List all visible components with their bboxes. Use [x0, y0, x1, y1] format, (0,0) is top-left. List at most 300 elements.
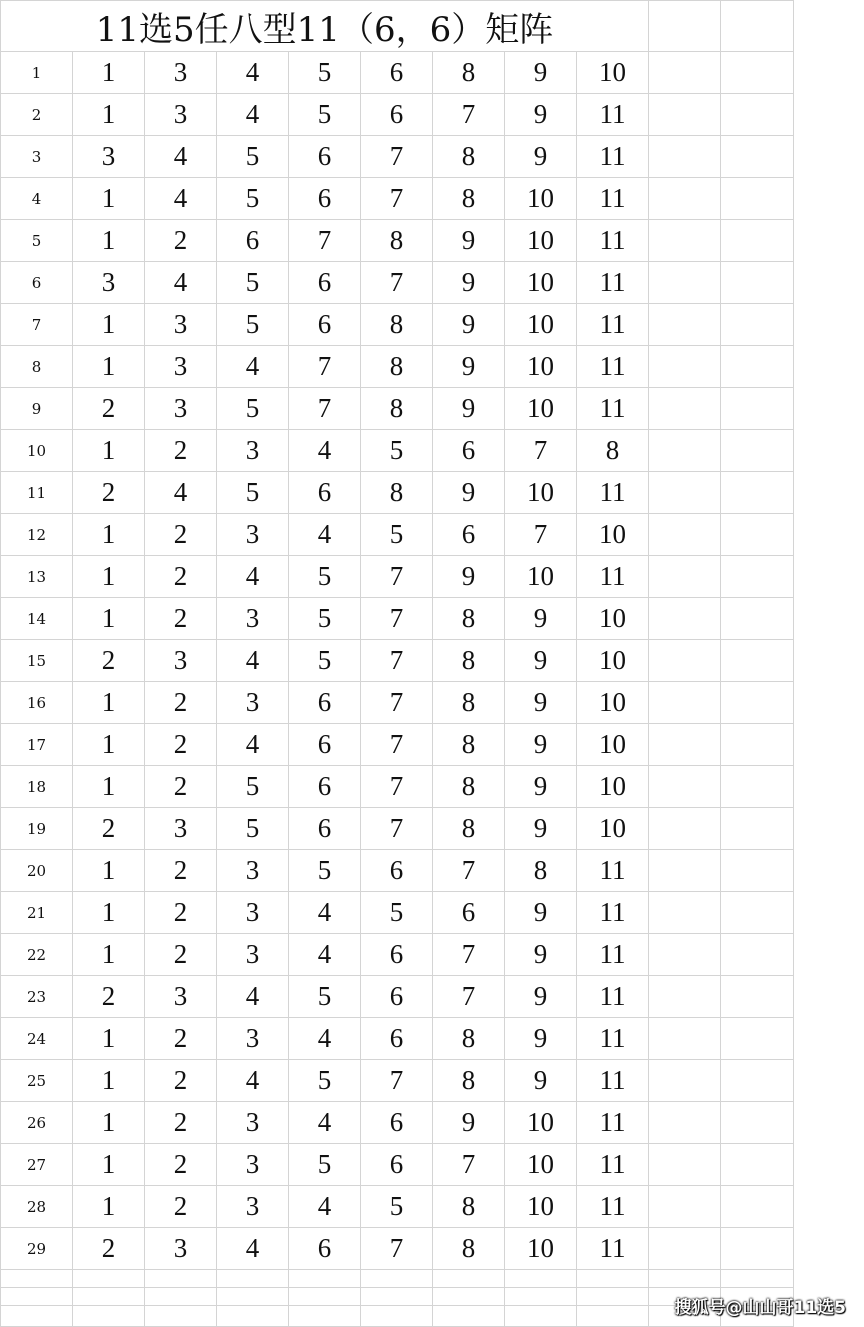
empty-cell[interactable] [361, 1288, 433, 1306]
number-cell[interactable]: 7 [361, 556, 433, 598]
number-cell[interactable]: 1 [73, 1186, 145, 1228]
row-number-cell[interactable]: 24 [1, 1018, 73, 1060]
number-cell[interactable]: 7 [361, 724, 433, 766]
number-cell[interactable]: 9 [433, 304, 505, 346]
number-cell[interactable]: 10 [577, 766, 649, 808]
number-cell[interactable]: 3 [73, 262, 145, 304]
empty-cell[interactable] [649, 94, 721, 136]
number-cell[interactable]: 6 [433, 514, 505, 556]
number-cell[interactable]: 7 [289, 346, 361, 388]
number-cell[interactable]: 8 [433, 1228, 505, 1270]
empty-cell[interactable] [721, 640, 794, 682]
number-cell[interactable]: 10 [505, 304, 577, 346]
number-cell[interactable]: 1 [73, 556, 145, 598]
row-number-cell[interactable]: 4 [1, 178, 73, 220]
number-cell[interactable]: 6 [289, 472, 361, 514]
number-cell[interactable]: 9 [433, 220, 505, 262]
number-cell[interactable]: 2 [145, 850, 217, 892]
number-cell[interactable]: 10 [505, 262, 577, 304]
number-cell[interactable]: 1 [73, 850, 145, 892]
number-cell[interactable]: 4 [289, 514, 361, 556]
number-cell[interactable]: 11 [577, 892, 649, 934]
empty-cell[interactable] [721, 1228, 794, 1270]
number-cell[interactable]: 11 [577, 178, 649, 220]
number-cell[interactable]: 11 [577, 136, 649, 178]
empty-cell[interactable] [721, 178, 794, 220]
number-cell[interactable]: 2 [145, 1102, 217, 1144]
row-number-cell[interactable]: 25 [1, 1060, 73, 1102]
number-cell[interactable]: 9 [433, 556, 505, 598]
number-cell[interactable]: 4 [289, 430, 361, 472]
number-cell[interactable]: 2 [145, 556, 217, 598]
number-cell[interactable]: 8 [361, 304, 433, 346]
number-cell[interactable]: 3 [217, 1018, 289, 1060]
number-cell[interactable]: 2 [145, 934, 217, 976]
number-cell[interactable]: 1 [73, 1060, 145, 1102]
empty-cell[interactable] [649, 262, 721, 304]
number-cell[interactable]: 2 [145, 766, 217, 808]
number-cell[interactable]: 8 [433, 178, 505, 220]
number-cell[interactable]: 5 [361, 430, 433, 472]
empty-cell[interactable] [721, 1186, 794, 1228]
empty-cell[interactable] [721, 346, 794, 388]
number-cell[interactable]: 8 [433, 1018, 505, 1060]
number-cell[interactable]: 11 [577, 262, 649, 304]
row-number-cell[interactable]: 14 [1, 598, 73, 640]
number-cell[interactable]: 5 [289, 640, 361, 682]
number-cell[interactable]: 4 [217, 976, 289, 1018]
number-cell[interactable]: 4 [145, 178, 217, 220]
empty-cell[interactable] [505, 1288, 577, 1306]
number-cell[interactable]: 3 [217, 892, 289, 934]
number-cell[interactable]: 1 [73, 94, 145, 136]
number-cell[interactable]: 7 [505, 430, 577, 472]
number-cell[interactable]: 7 [289, 388, 361, 430]
number-cell[interactable]: 5 [217, 304, 289, 346]
number-cell[interactable]: 4 [289, 1018, 361, 1060]
number-cell[interactable]: 3 [217, 682, 289, 724]
number-cell[interactable]: 6 [289, 808, 361, 850]
number-cell[interactable]: 5 [289, 598, 361, 640]
number-cell[interactable]: 3 [145, 388, 217, 430]
empty-cell[interactable] [721, 850, 794, 892]
number-cell[interactable]: 6 [289, 724, 361, 766]
empty-cell[interactable] [721, 1270, 794, 1288]
number-cell[interactable]: 11 [577, 1144, 649, 1186]
number-cell[interactable]: 6 [289, 178, 361, 220]
empty-cell[interactable] [649, 178, 721, 220]
empty-cell[interactable] [73, 1288, 145, 1306]
number-cell[interactable]: 9 [433, 262, 505, 304]
empty-cell[interactable] [361, 1306, 433, 1327]
empty-cell[interactable] [577, 1306, 649, 1327]
empty-cell[interactable] [649, 808, 721, 850]
number-cell[interactable]: 2 [145, 892, 217, 934]
number-cell[interactable]: 10 [505, 1144, 577, 1186]
empty-cell[interactable] [649, 850, 721, 892]
empty-cell[interactable] [649, 724, 721, 766]
number-cell[interactable]: 5 [289, 976, 361, 1018]
empty-cell[interactable] [721, 514, 794, 556]
number-cell[interactable]: 3 [217, 598, 289, 640]
number-cell[interactable]: 1 [73, 304, 145, 346]
empty-cell[interactable] [649, 1018, 721, 1060]
number-cell[interactable]: 11 [577, 556, 649, 598]
empty-cell[interactable] [721, 934, 794, 976]
number-cell[interactable]: 9 [505, 136, 577, 178]
number-cell[interactable]: 2 [145, 1186, 217, 1228]
number-cell[interactable]: 6 [289, 766, 361, 808]
number-cell[interactable]: 9 [433, 472, 505, 514]
number-cell[interactable]: 4 [217, 1060, 289, 1102]
empty-cell[interactable] [721, 724, 794, 766]
number-cell[interactable]: 1 [73, 430, 145, 472]
number-cell[interactable]: 5 [217, 472, 289, 514]
number-cell[interactable]: 11 [577, 1102, 649, 1144]
empty-cell[interactable] [433, 1270, 505, 1288]
number-cell[interactable]: 7 [433, 934, 505, 976]
number-cell[interactable]: 2 [73, 472, 145, 514]
number-cell[interactable]: 4 [145, 262, 217, 304]
number-cell[interactable]: 8 [433, 724, 505, 766]
empty-cell[interactable] [721, 682, 794, 724]
empty-cell[interactable] [577, 1270, 649, 1288]
number-cell[interactable]: 8 [433, 682, 505, 724]
number-cell[interactable]: 2 [145, 514, 217, 556]
number-cell[interactable]: 4 [145, 136, 217, 178]
number-cell[interactable]: 9 [505, 94, 577, 136]
number-cell[interactable]: 5 [289, 850, 361, 892]
number-cell[interactable]: 2 [73, 640, 145, 682]
number-cell[interactable]: 4 [217, 1228, 289, 1270]
row-number-cell[interactable]: 6 [1, 262, 73, 304]
number-cell[interactable]: 3 [145, 1228, 217, 1270]
number-cell[interactable]: 5 [217, 388, 289, 430]
number-cell[interactable]: 4 [145, 472, 217, 514]
number-cell[interactable]: 3 [145, 346, 217, 388]
number-cell[interactable]: 5 [217, 766, 289, 808]
number-cell[interactable]: 3 [217, 430, 289, 472]
number-cell[interactable]: 7 [361, 640, 433, 682]
empty-cell[interactable] [649, 388, 721, 430]
number-cell[interactable]: 8 [577, 430, 649, 472]
number-cell[interactable]: 8 [361, 346, 433, 388]
number-cell[interactable]: 10 [505, 1186, 577, 1228]
number-cell[interactable]: 1 [73, 892, 145, 934]
number-cell[interactable]: 7 [361, 1060, 433, 1102]
row-number-cell[interactable]: 29 [1, 1228, 73, 1270]
number-cell[interactable]: 6 [217, 220, 289, 262]
empty-cell[interactable] [217, 1270, 289, 1288]
number-cell[interactable]: 5 [361, 892, 433, 934]
number-cell[interactable]: 9 [505, 976, 577, 1018]
number-cell[interactable]: 7 [361, 808, 433, 850]
number-cell[interactable]: 6 [361, 52, 433, 94]
empty-cell[interactable] [145, 1288, 217, 1306]
empty-cell[interactable] [649, 934, 721, 976]
number-cell[interactable]: 7 [361, 598, 433, 640]
number-cell[interactable]: 10 [577, 640, 649, 682]
number-cell[interactable]: 7 [361, 682, 433, 724]
number-cell[interactable]: 10 [577, 514, 649, 556]
number-cell[interactable]: 3 [73, 136, 145, 178]
empty-cell[interactable] [721, 388, 794, 430]
number-cell[interactable]: 8 [433, 1186, 505, 1228]
number-cell[interactable]: 7 [505, 514, 577, 556]
number-cell[interactable]: 1 [73, 52, 145, 94]
number-cell[interactable]: 9 [505, 598, 577, 640]
empty-cell[interactable] [721, 892, 794, 934]
number-cell[interactable]: 10 [505, 1102, 577, 1144]
empty-cell[interactable] [721, 1060, 794, 1102]
empty-cell[interactable] [649, 514, 721, 556]
number-cell[interactable]: 11 [577, 1060, 649, 1102]
row-number-cell[interactable]: 20 [1, 850, 73, 892]
empty-cell[interactable] [649, 556, 721, 598]
number-cell[interactable]: 9 [505, 52, 577, 94]
empty-cell[interactable] [721, 1144, 794, 1186]
number-cell[interactable]: 4 [289, 934, 361, 976]
row-number-cell[interactable]: 9 [1, 388, 73, 430]
number-cell[interactable]: 9 [505, 1060, 577, 1102]
number-cell[interactable]: 9 [433, 1102, 505, 1144]
empty-cell[interactable] [433, 1306, 505, 1327]
empty-cell[interactable] [217, 1306, 289, 1327]
number-cell[interactable]: 2 [145, 430, 217, 472]
number-cell[interactable]: 5 [217, 136, 289, 178]
empty-cell[interactable] [721, 1018, 794, 1060]
empty-cell[interactable] [649, 472, 721, 514]
empty-cell[interactable] [145, 1270, 217, 1288]
number-cell[interactable]: 10 [577, 808, 649, 850]
empty-cell[interactable] [721, 766, 794, 808]
empty-cell[interactable] [721, 136, 794, 178]
empty-cell[interactable] [289, 1306, 361, 1327]
row-number-cell[interactable]: 19 [1, 808, 73, 850]
number-cell[interactable]: 10 [505, 388, 577, 430]
empty-cell[interactable] [721, 262, 794, 304]
number-cell[interactable]: 4 [217, 556, 289, 598]
empty-cell[interactable] [649, 1144, 721, 1186]
number-cell[interactable]: 5 [289, 556, 361, 598]
row-number-cell[interactable]: 27 [1, 1144, 73, 1186]
row-number-cell[interactable]: 17 [1, 724, 73, 766]
number-cell[interactable]: 10 [505, 556, 577, 598]
empty-cell[interactable] [649, 892, 721, 934]
number-cell[interactable]: 2 [73, 388, 145, 430]
number-cell[interactable]: 1 [73, 766, 145, 808]
number-cell[interactable]: 6 [289, 682, 361, 724]
number-cell[interactable]: 3 [217, 514, 289, 556]
number-cell[interactable]: 4 [217, 346, 289, 388]
empty-cell[interactable] [649, 1060, 721, 1102]
number-cell[interactable]: 11 [577, 1018, 649, 1060]
empty-cell[interactable] [649, 1186, 721, 1228]
number-cell[interactable]: 5 [217, 262, 289, 304]
number-cell[interactable]: 2 [145, 220, 217, 262]
number-cell[interactable]: 2 [145, 1060, 217, 1102]
number-cell[interactable]: 9 [433, 346, 505, 388]
number-cell[interactable]: 6 [433, 430, 505, 472]
number-cell[interactable]: 4 [289, 1186, 361, 1228]
number-cell[interactable]: 10 [505, 346, 577, 388]
empty-cell[interactable] [289, 1270, 361, 1288]
number-cell[interactable]: 6 [289, 1228, 361, 1270]
number-cell[interactable]: 3 [145, 52, 217, 94]
number-cell[interactable]: 11 [577, 94, 649, 136]
empty-cell[interactable] [649, 1270, 721, 1288]
number-cell[interactable]: 9 [505, 766, 577, 808]
empty-cell[interactable] [217, 1288, 289, 1306]
number-cell[interactable]: 11 [577, 934, 649, 976]
number-cell[interactable]: 8 [361, 472, 433, 514]
number-cell[interactable]: 9 [505, 892, 577, 934]
number-cell[interactable]: 7 [361, 262, 433, 304]
empty-cell[interactable] [721, 598, 794, 640]
empty-cell[interactable] [1, 1306, 73, 1327]
number-cell[interactable]: 1 [73, 1144, 145, 1186]
number-cell[interactable]: 8 [433, 808, 505, 850]
number-cell[interactable]: 3 [145, 304, 217, 346]
number-cell[interactable]: 6 [361, 1144, 433, 1186]
number-cell[interactable]: 7 [289, 220, 361, 262]
number-cell[interactable]: 6 [361, 1018, 433, 1060]
empty-cell[interactable] [577, 1288, 649, 1306]
number-cell[interactable]: 10 [577, 52, 649, 94]
empty-cell[interactable] [721, 1102, 794, 1144]
number-cell[interactable]: 1 [73, 346, 145, 388]
number-cell[interactable]: 5 [289, 94, 361, 136]
number-cell[interactable]: 9 [505, 934, 577, 976]
number-cell[interactable]: 1 [73, 598, 145, 640]
number-cell[interactable]: 5 [289, 1060, 361, 1102]
empty-cell[interactable] [649, 304, 721, 346]
number-cell[interactable]: 6 [361, 976, 433, 1018]
row-number-cell[interactable]: 21 [1, 892, 73, 934]
number-cell[interactable]: 5 [361, 514, 433, 556]
number-cell[interactable]: 8 [505, 850, 577, 892]
number-cell[interactable]: 1 [73, 178, 145, 220]
number-cell[interactable]: 10 [505, 1228, 577, 1270]
number-cell[interactable]: 1 [73, 514, 145, 556]
row-number-cell[interactable]: 7 [1, 304, 73, 346]
row-number-cell[interactable]: 1 [1, 52, 73, 94]
number-cell[interactable]: 11 [577, 1186, 649, 1228]
number-cell[interactable]: 8 [433, 640, 505, 682]
empty-cell[interactable] [433, 1288, 505, 1306]
number-cell[interactable]: 7 [433, 850, 505, 892]
number-cell[interactable]: 8 [433, 598, 505, 640]
number-cell[interactable]: 7 [361, 136, 433, 178]
number-cell[interactable]: 7 [361, 766, 433, 808]
number-cell[interactable]: 1 [73, 682, 145, 724]
empty-cell[interactable] [649, 640, 721, 682]
empty-cell[interactable] [505, 1270, 577, 1288]
empty-cell[interactable] [721, 430, 794, 472]
number-cell[interactable]: 9 [505, 1018, 577, 1060]
number-cell[interactable]: 11 [577, 346, 649, 388]
empty-cell[interactable] [649, 52, 721, 94]
empty-cell[interactable] [1, 1270, 73, 1288]
sheet-title[interactable]: 11选5任八型11（6，6）矩阵 [1, 1, 649, 52]
number-cell[interactable]: 9 [505, 640, 577, 682]
number-cell[interactable]: 6 [433, 892, 505, 934]
number-cell[interactable]: 5 [289, 1144, 361, 1186]
number-cell[interactable]: 3 [145, 640, 217, 682]
number-cell[interactable]: 3 [145, 976, 217, 1018]
row-number-cell[interactable]: 15 [1, 640, 73, 682]
empty-cell[interactable] [721, 472, 794, 514]
empty-cell[interactable] [73, 1270, 145, 1288]
number-cell[interactable]: 1 [73, 934, 145, 976]
number-cell[interactable]: 3 [217, 1186, 289, 1228]
number-cell[interactable]: 5 [217, 808, 289, 850]
row-number-cell[interactable]: 12 [1, 514, 73, 556]
empty-cell[interactable] [721, 1, 794, 52]
row-number-cell[interactable]: 5 [1, 220, 73, 262]
empty-cell[interactable] [361, 1270, 433, 1288]
empty-cell[interactable] [721, 976, 794, 1018]
number-cell[interactable]: 11 [577, 388, 649, 430]
number-cell[interactable]: 2 [73, 808, 145, 850]
empty-cell[interactable] [721, 94, 794, 136]
number-cell[interactable]: 2 [145, 724, 217, 766]
empty-cell[interactable] [721, 808, 794, 850]
empty-cell[interactable] [649, 346, 721, 388]
number-cell[interactable]: 2 [145, 1018, 217, 1060]
number-cell[interactable]: 6 [361, 934, 433, 976]
number-cell[interactable]: 7 [433, 94, 505, 136]
number-cell[interactable]: 7 [361, 178, 433, 220]
number-cell[interactable]: 7 [433, 976, 505, 1018]
row-number-cell[interactable]: 18 [1, 766, 73, 808]
number-cell[interactable]: 3 [217, 1144, 289, 1186]
number-cell[interactable]: 4 [217, 52, 289, 94]
number-cell[interactable]: 1 [73, 1018, 145, 1060]
number-cell[interactable]: 2 [73, 1228, 145, 1270]
row-number-cell[interactable]: 28 [1, 1186, 73, 1228]
number-cell[interactable]: 8 [433, 136, 505, 178]
number-cell[interactable]: 9 [505, 724, 577, 766]
empty-cell[interactable] [649, 1102, 721, 1144]
number-cell[interactable]: 7 [361, 1228, 433, 1270]
number-cell[interactable]: 8 [433, 1060, 505, 1102]
number-cell[interactable]: 11 [577, 220, 649, 262]
number-cell[interactable]: 6 [289, 262, 361, 304]
row-number-cell[interactable]: 3 [1, 136, 73, 178]
empty-cell[interactable] [145, 1306, 217, 1327]
number-cell[interactable]: 1 [73, 724, 145, 766]
empty-cell[interactable] [649, 598, 721, 640]
empty-cell[interactable] [721, 220, 794, 262]
number-cell[interactable]: 3 [145, 808, 217, 850]
number-cell[interactable]: 8 [361, 220, 433, 262]
number-cell[interactable]: 2 [145, 1144, 217, 1186]
number-cell[interactable]: 3 [217, 934, 289, 976]
number-cell[interactable]: 4 [217, 94, 289, 136]
empty-cell[interactable] [649, 766, 721, 808]
number-cell[interactable]: 6 [361, 1102, 433, 1144]
number-cell[interactable]: 5 [361, 1186, 433, 1228]
row-number-cell[interactable]: 13 [1, 556, 73, 598]
empty-cell[interactable] [721, 556, 794, 598]
number-cell[interactable]: 8 [433, 766, 505, 808]
number-cell[interactable]: 5 [289, 52, 361, 94]
number-cell[interactable]: 3 [145, 94, 217, 136]
number-cell[interactable]: 6 [361, 850, 433, 892]
empty-cell[interactable] [721, 304, 794, 346]
number-cell[interactable]: 10 [577, 682, 649, 724]
